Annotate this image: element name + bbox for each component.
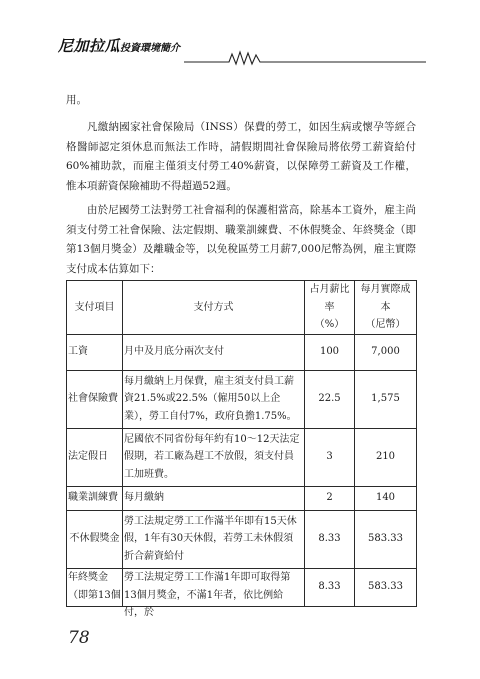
- row-item: 法定假日: [67, 428, 123, 486]
- row-item: 職業訓練費: [67, 486, 123, 510]
- header-ratio-line1: 占月薪比率: [309, 284, 350, 313]
- table-row: [67, 486, 417, 510]
- row-cost: 140: [355, 486, 417, 510]
- paragraph-sick-leave: 凡繳納國家社會保險局（INSS）保費的勞工，如因生病或懷孕等經合格醫師認定須休息而無法工作時，請假期間社會保險局將依勞工薪資給付60%補助款，而雇主僅須支付勞工40%薪資，以保障勞工薪資及工作權，惟本項薪資保險補助不得超過52週。: [66, 121, 416, 192]
- header-cost: [355, 281, 417, 335]
- row-ratio: 2: [305, 486, 355, 510]
- row-ratio: 8.33: [305, 510, 355, 568]
- table-header-row: [67, 281, 417, 335]
- row-method: 勞工法規定勞工工作滿半年即有15天休假，1年有30天休假，若勞工未休假須折合薪資給付: [123, 510, 305, 568]
- row-cost: 1,575: [355, 370, 417, 428]
- row-method: 尼國依不同省份每年約有10～12天法定假期，若工廠為趕工不放假，須支付員工加班費。: [123, 428, 305, 486]
- header-ratio: [305, 281, 355, 335]
- page-number: 78: [68, 628, 90, 648]
- row-method: 月中及月底分兩次支付: [123, 334, 305, 370]
- header-title-sub: 投資環境簡介: [120, 43, 181, 54]
- table-row: [67, 428, 417, 486]
- row-item: [67, 568, 123, 606]
- table-row: [67, 568, 417, 606]
- row-ratio: 3: [305, 428, 355, 486]
- row-cost: 7,000: [355, 334, 417, 370]
- header-wave-rule: [54, 51, 426, 65]
- paragraph-labor-cost: 由於尼國勞工法對勞工社會福利的保護相當高，除基本工資外，雇主尚須支付勞工社會保險、法定假期、職業訓練費、不休假獎金、年終獎金（即第13個月獎金）及離職金等，以免稅區勞工月薪7,000尼幣為例，雇主實際支付成本估算如下：: [66, 204, 416, 275]
- row-ratio: 22.5: [305, 370, 355, 428]
- table-row: [67, 334, 417, 370]
- row-ratio: 100: [305, 334, 355, 370]
- header-title-main: 尼加拉瓜: [58, 37, 121, 55]
- row-cost: 210: [355, 428, 417, 486]
- row-item-text: 年終獎金（即第13個: [68, 572, 121, 601]
- row-method: [123, 568, 305, 618]
- row-item: 社會保險費: [67, 370, 123, 428]
- table-row: [67, 510, 417, 568]
- row-ratio: 8.33: [305, 568, 355, 606]
- row-cost: 583.33: [355, 568, 417, 606]
- row-method-text: 勞工法規定勞工工作滿1年即可取得第13個月獎金，不滿1年者，依比例給付，於: [124, 572, 291, 618]
- header-method: 支付方式: [123, 281, 305, 335]
- row-cost: 583.33: [355, 510, 417, 568]
- header-cost-line1: 每月實際成本: [360, 284, 411, 313]
- header-ratio-line2: （%）: [314, 319, 345, 330]
- header-item: 支付項目: [67, 281, 123, 335]
- header-cost-line2: （尼幣）: [365, 319, 406, 330]
- row-item: 工資: [67, 334, 123, 370]
- running-header: [54, 31, 426, 65]
- row-item: 不休假獎金: [67, 510, 123, 568]
- row-method: 每月繳納上月保費，雇主須支付員工薪資21.5%或22.5%（僱用50以上企業），勞工自付7%，政府負擔1.75%。: [123, 370, 305, 428]
- row-method: 每月繳納: [123, 486, 305, 510]
- table-row: [67, 370, 417, 428]
- labor-cost-table: [66, 280, 417, 618]
- paragraph-continuation: 用。: [66, 94, 87, 106]
